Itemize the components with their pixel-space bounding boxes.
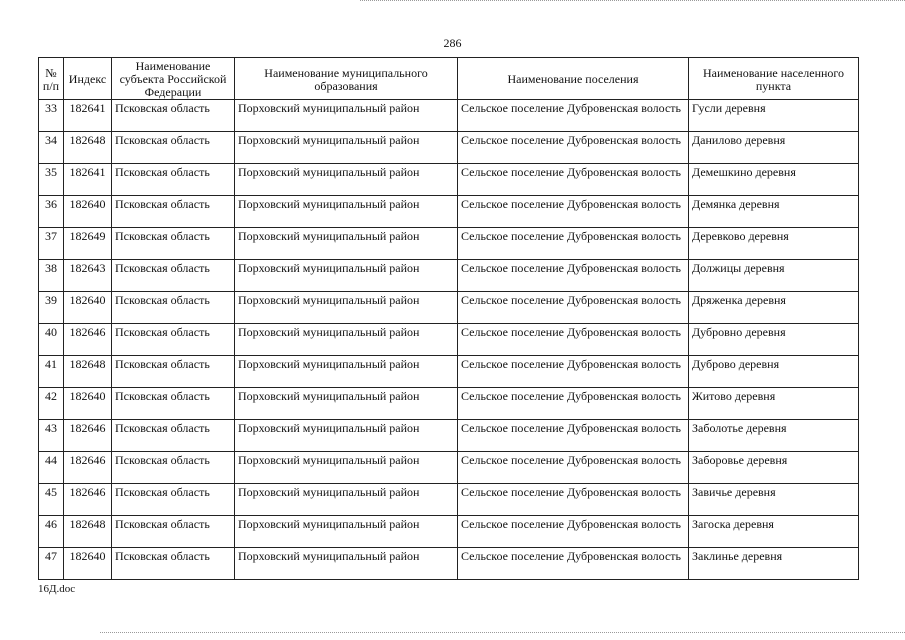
cell-row-number: 43 (39, 420, 64, 452)
cell-row-number: 44 (39, 452, 64, 484)
cell-municipality: Порховский муниципальный район (235, 420, 458, 452)
header-settlement: Наименование поселения (458, 58, 689, 100)
cell-index: 182640 (64, 196, 112, 228)
cell-locality: Заболотье деревня (689, 420, 859, 452)
cell-locality: Дуброво деревня (689, 356, 859, 388)
cell-index: 182646 (64, 420, 112, 452)
cell-municipality: Порховский муниципальный район (235, 260, 458, 292)
cell-settlement: Сельское поселение Дубровенская волость (458, 452, 689, 484)
cell-index: 182648 (64, 356, 112, 388)
table-row (39, 420, 859, 452)
cell-row-number: 36 (39, 196, 64, 228)
cell-settlement: Сельское поселение Дубровенская волость (458, 356, 689, 388)
table-row (39, 132, 859, 164)
cell-index: 182646 (64, 484, 112, 516)
cell-index: 182640 (64, 548, 112, 580)
scan-edge-bottom (100, 632, 905, 637)
cell-index: 182646 (64, 324, 112, 356)
page-number: 286 (443, 36, 462, 50)
cell-settlement: Сельское поселение Дубровенская волость (458, 516, 689, 548)
cell-locality: Дряженка деревня (689, 292, 859, 324)
cell-locality: Демешкино деревня (689, 164, 859, 196)
table-row (39, 516, 859, 548)
cell-locality: Житово деревня (689, 388, 859, 420)
cell-row-number: 46 (39, 516, 64, 548)
cell-locality: Завичье деревня (689, 484, 859, 516)
cell-settlement: Сельское поселение Дубровенская волость (458, 484, 689, 516)
cell-municipality: Порховский муниципальный район (235, 484, 458, 516)
cell-federal-subject: Псковская область (112, 356, 235, 388)
cell-settlement: Сельское поселение Дубровенская волость (458, 164, 689, 196)
cell-federal-subject: Псковская область (112, 324, 235, 356)
cell-row-number: 35 (39, 164, 64, 196)
header-federal-subject: Наименование субъекта Российской Федерации (112, 58, 235, 100)
header-locality: Наименование населенного пункта (689, 58, 859, 100)
table-row (39, 356, 859, 388)
header-municipality: Наименование муниципального образования (235, 58, 458, 100)
cell-settlement: Сельское поселение Дубровенская волость (458, 228, 689, 260)
cell-federal-subject: Псковская область (112, 388, 235, 420)
table-row (39, 548, 859, 580)
cell-municipality: Порховский муниципальный район (235, 132, 458, 164)
cell-row-number: 42 (39, 388, 64, 420)
cell-federal-subject: Псковская область (112, 420, 235, 452)
cell-municipality: Порховский муниципальный район (235, 452, 458, 484)
footer-filename: 16Д.doc (38, 583, 76, 595)
cell-settlement: Сельское поселение Дубровенская волость (458, 388, 689, 420)
cell-municipality: Порховский муниципальный район (235, 100, 458, 132)
cell-federal-subject: Псковская область (112, 100, 235, 132)
cell-locality: Демянка деревня (689, 196, 859, 228)
cell-locality: Дубровно деревня (689, 324, 859, 356)
table-row (39, 228, 859, 260)
cell-locality: Заборовье деревня (689, 452, 859, 484)
cell-index: 182640 (64, 388, 112, 420)
table-row (39, 260, 859, 292)
cell-federal-subject: Псковская область (112, 548, 235, 580)
table-row (39, 164, 859, 196)
cell-municipality: Порховский муниципальный район (235, 516, 458, 548)
table-row (39, 196, 859, 228)
table-row (39, 324, 859, 356)
cell-federal-subject: Псковская область (112, 132, 235, 164)
header-index: Индекс (64, 58, 112, 100)
table-row (39, 100, 859, 132)
scan-edge-top (360, 0, 905, 5)
cell-locality: Деревково деревня (689, 228, 859, 260)
cell-index: 182648 (64, 516, 112, 548)
cell-index: 182640 (64, 292, 112, 324)
cell-federal-subject: Псковская область (112, 484, 235, 516)
cell-index: 182641 (64, 164, 112, 196)
cell-row-number: 47 (39, 548, 64, 580)
cell-settlement: Сельское поселение Дубровенская волость (458, 548, 689, 580)
cell-municipality: Порховский муниципальный район (235, 356, 458, 388)
table-row (39, 292, 859, 324)
table-body (39, 100, 859, 580)
cell-locality: Загоска деревня (689, 516, 859, 548)
cell-federal-subject: Псковская область (112, 164, 235, 196)
cell-row-number: 41 (39, 356, 64, 388)
cell-federal-subject: Псковская область (112, 196, 235, 228)
cell-municipality: Порховский муниципальный район (235, 164, 458, 196)
cell-index: 182646 (64, 452, 112, 484)
cell-row-number: 38 (39, 260, 64, 292)
cell-locality: Данилово деревня (689, 132, 859, 164)
cell-municipality: Порховский муниципальный район (235, 228, 458, 260)
cell-federal-subject: Псковская область (112, 516, 235, 548)
cell-municipality: Порховский муниципальный район (235, 388, 458, 420)
cell-row-number: 37 (39, 228, 64, 260)
cell-settlement: Сельское поселение Дубровенская волость (458, 100, 689, 132)
table-row (39, 484, 859, 516)
cell-municipality: Порховский муниципальный район (235, 324, 458, 356)
cell-locality: Гусли деревня (689, 100, 859, 132)
cell-federal-subject: Псковская область (112, 260, 235, 292)
cell-row-number: 39 (39, 292, 64, 324)
cell-federal-subject: Псковская область (112, 452, 235, 484)
cell-municipality: Порховский муниципальный район (235, 196, 458, 228)
cell-row-number: 33 (39, 100, 64, 132)
cell-federal-subject: Псковская область (112, 292, 235, 324)
cell-municipality: Порховский муниципальный район (235, 548, 458, 580)
header-row-number: № п/п (39, 58, 64, 100)
table-header-row (39, 58, 859, 100)
cell-settlement: Сельское поселение Дубровенская волость (458, 292, 689, 324)
cell-settlement: Сельское поселение Дубровенская волость (458, 420, 689, 452)
cell-index: 182643 (64, 260, 112, 292)
table-row (39, 388, 859, 420)
cell-index: 182641 (64, 100, 112, 132)
cell-index: 182648 (64, 132, 112, 164)
cell-row-number: 40 (39, 324, 64, 356)
cell-settlement: Сельское поселение Дубровенская волость (458, 324, 689, 356)
cell-locality: Должицы деревня (689, 260, 859, 292)
cell-row-number: 45 (39, 484, 64, 516)
cell-federal-subject: Псковская область (112, 228, 235, 260)
cell-index: 182649 (64, 228, 112, 260)
cell-settlement: Сельское поселение Дубровенская волость (458, 196, 689, 228)
localities-table (38, 57, 859, 580)
cell-settlement: Сельское поселение Дубровенская волость (458, 260, 689, 292)
cell-municipality: Порховский муниципальный район (235, 292, 458, 324)
cell-row-number: 34 (39, 132, 64, 164)
table-row (39, 452, 859, 484)
cell-locality: Заклинье деревня (689, 548, 859, 580)
cell-settlement: Сельское поселение Дубровенская волость (458, 132, 689, 164)
